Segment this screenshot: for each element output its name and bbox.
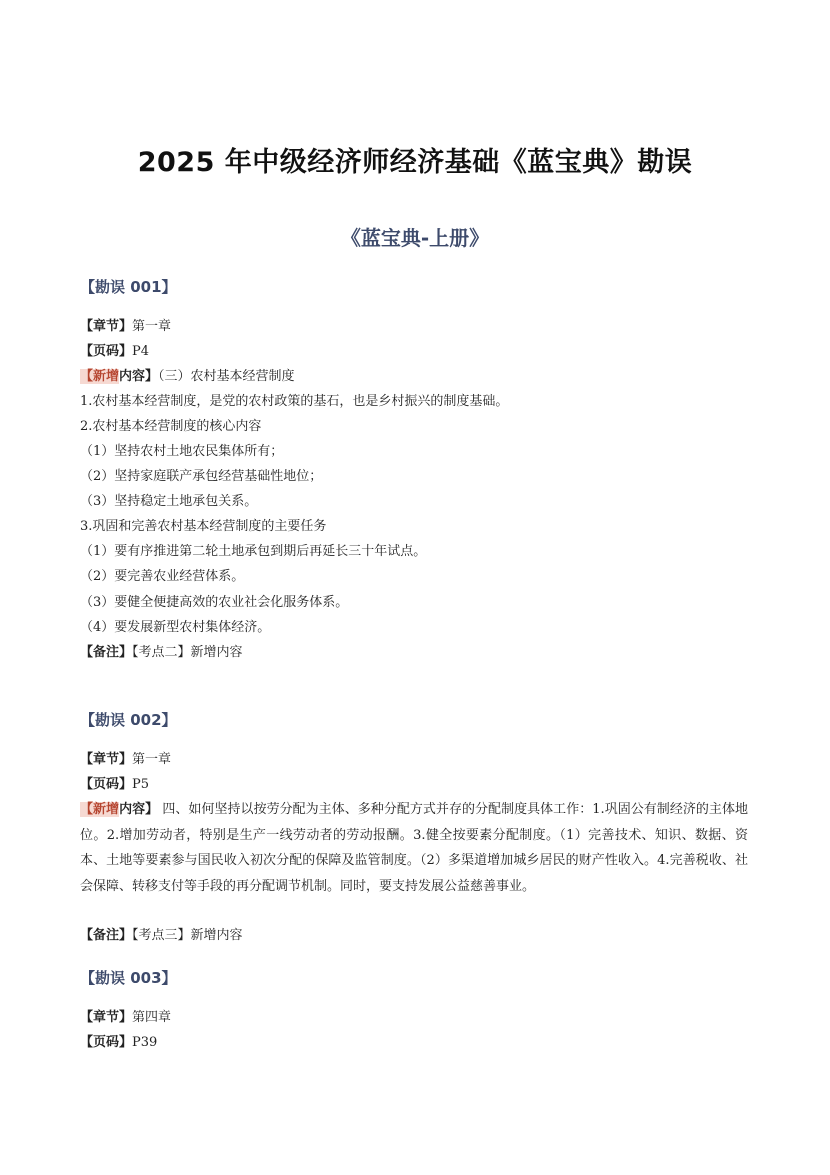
page-value: P5 [132,777,150,792]
content-line: （1）坚持农村土地农民集体所有； [80,444,284,459]
content-line: （2）坚持家庭联产承包经营基础性地位； [80,469,323,484]
page-value: P39 [132,1035,158,1050]
chapter-value: 第一章 [132,752,172,767]
content-line: （2）要完善农业经营体系。 [80,569,245,584]
note-value: 【考点二】新增内容 [132,645,243,660]
added-highlight: 【新增 [80,802,120,817]
errata-002-note [80,927,243,944]
page-label: 【页码】 [80,344,133,359]
content-line: （4）要发展新型农村集体经济。 [80,620,271,635]
document-title: 2025 年中级经济师经济基础《蓝宝典》勘误 [137,147,693,178]
content-label: 内容】 [119,369,159,384]
errata-001-note [80,644,243,661]
errata-003-chapter [80,1009,171,1026]
page-value: P4 [132,344,150,359]
page-label: 【页码】 [80,777,133,792]
chapter-label: 【章节】 [80,1010,133,1025]
note-label: 【备注】 [80,928,133,943]
content-text: 四、如何坚持以按劳分配为主体、多种分配方式并存的分配制度具体工作：1.巩固公有制经济的主体地位。2.增加劳动者，特别是生产一线劳动者的劳动报酬。3.健全按要素分配制度。（1）完善技术、知识、数据、资本、土地等要素参与国民收入初次分配的保障及监管制度。（2）多渠道增加城乡居民的财产性收入。4.完善税收、社会保障、转移支付等手段的再分配调节机制。同时，要支持发展公益慈善事业。 [80,802,748,894]
errata-002-content [80,797,748,899]
note-value: 【考点三】新增内容 [132,928,243,943]
errata-001-chapter [80,318,171,335]
note-label: 【备注】 [80,645,133,660]
content-line: 3.巩固和完善农村基本经营制度的主要任务 [80,519,327,534]
content-line: 2.农村基本经营制度的核心内容 [80,419,262,434]
errata-003-page [80,1034,157,1051]
chapter-value: 第四章 [132,1010,172,1025]
chapter-value: 第一章 [132,319,172,334]
content-line: （3）坚持稳定土地承包关系。 [80,494,258,509]
page-label: 【页码】 [80,1035,133,1050]
errata-001-heading: 【勘误 001】 [80,278,177,296]
chapter-label: 【章节】 [80,752,133,767]
errata-001-page [80,343,149,360]
content-line: 1.农村基本经营制度，是党的农村政策的基石，也是乡村振兴的制度基础。 [80,394,509,409]
content-line: （3）要健全便捷高效的农业社会化服务体系。 [80,595,349,610]
errata-002-chapter [80,751,171,768]
chapter-label: 【章节】 [80,319,133,334]
content-label: 内容】 [119,802,159,817]
errata-002-page [80,776,149,793]
document-subtitle: 《蓝宝典-上册》 [340,226,490,250]
content-intro: （三）农村基本经营制度 [158,369,295,384]
errata-002-heading: 【勘误 002】 [80,711,177,729]
added-highlight: 【新增 [80,369,120,384]
errata-001-content-label [80,368,295,385]
errata-003-heading: 【勘误 003】 [80,969,177,987]
content-line: （1）要有序推进第二轮土地承包到期后再延长三十年试点。 [80,544,427,559]
